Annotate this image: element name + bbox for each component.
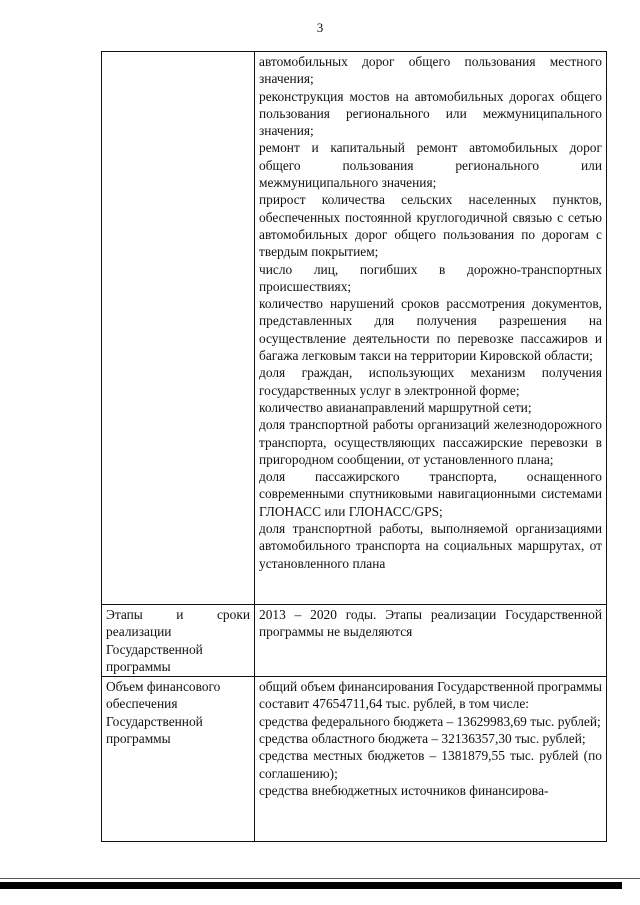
indicator-item: автомобильных дорог общего пользования местного значения; xyxy=(259,54,602,87)
financing-item: общий объем финансирования Государственной программы составит 47654711,64 тыс. рублей, в том числе: xyxy=(259,679,602,712)
row-label-empty xyxy=(102,52,255,605)
program-passport-table xyxy=(101,51,607,842)
indicator-item: доля транспортной работы организаций железнодорожного транспорта, осуществляющих пассажирские перевозки в пригородном сообщении, от установленного плана; xyxy=(259,417,602,467)
financing-item: средства федерального бюджета – 13629983,69 тыс. рублей; xyxy=(259,713,601,729)
indicator-item: доля граждан, использующих механизм получения государственных услуг в электронной форме; xyxy=(259,365,602,398)
financing-cell xyxy=(255,677,607,842)
row-label-stages: Этапы и сроки реализации Государственной программы xyxy=(102,605,255,677)
table-row-indicators xyxy=(102,52,607,605)
indicator-item: ремонт и капитальный ремонт автомобильных дорог общего пользования регионального или межмуниципального значения; xyxy=(259,140,602,191)
financing-item: средства местных бюджетов – 1381879,55 тыс. рублей (по соглашению); xyxy=(259,748,602,781)
scan-border-bar xyxy=(0,882,622,889)
financing-item: средства внебюджетных источников финансирова- xyxy=(259,782,549,798)
indicator-item: число лиц, погибших в дорожно-транспортных происшествиях; xyxy=(259,261,602,294)
indicator-item: прирост количества сельских населенных пунктов, обеспеченных постоянной круглогодичной связью с сетью автомобильных дорог общего пользования по дорогам с твердым покрытием; xyxy=(259,192,602,260)
indicator-item: реконструкция мостов на автомобильных дорогах общего пользования регионального или межмуниципального значения; xyxy=(259,88,602,139)
indicators-cell xyxy=(255,52,607,605)
table-row-stages xyxy=(102,605,607,677)
stages-cell: 2013 – 2020 годы. Этапы реализации Государственной программы не выделяются xyxy=(255,605,607,677)
page-number: 3 xyxy=(316,20,324,35)
indicator-item: доля пассажирского транспорта, оснащенного современными спутниковыми навигационными системами ГЛОНАСС или ГЛОНАСС/GPS; xyxy=(259,469,602,519)
table-row-financing xyxy=(102,677,607,842)
indicator-item: количество нарушений сроков рассмотрения документов, представленных для получения разрешения на осуществление деятельности по перевозке пассажиров и багажа легковым такси на территории Кировской области; xyxy=(259,296,602,364)
financing-item: средства областного бюджета – 32136357,30 тыс. рублей; xyxy=(259,731,586,747)
indicator-item: доля транспортной работы, выполняемой организациями автомобильного транспорта на социальных маршрутах, от установленного плана xyxy=(259,521,602,571)
indicator-item: количество авианаправлений маршрутной сети; xyxy=(259,399,532,415)
row-label-financing: Объем финансового обеспечения Государственной программы xyxy=(102,677,255,842)
